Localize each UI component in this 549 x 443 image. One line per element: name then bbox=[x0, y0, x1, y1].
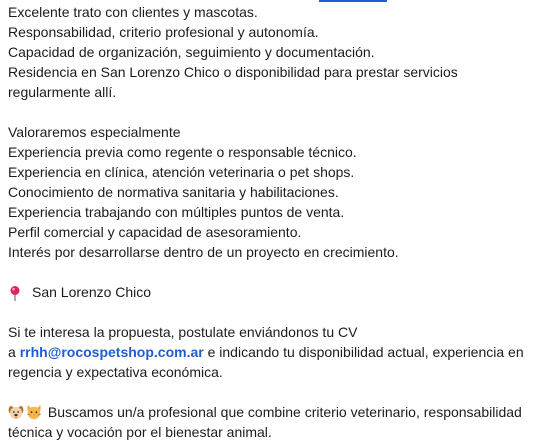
valued-item: Interés por desarrollarse dentro de un proyecto en crecimiento. bbox=[8, 244, 399, 260]
apply-suffix: e indicando tu disponibilidad actual, experiencia en regencia y expectativa económica. bbox=[8, 344, 524, 380]
apply-prefix: a bbox=[8, 344, 20, 360]
spacer bbox=[8, 382, 544, 402]
valued-item: Experiencia previa como regente o responsable técnico. bbox=[8, 144, 357, 160]
closing-text: Buscamos un/a profesional que combine criterio veterinario, responsabilidad técnica y vocación por el bienestar animal. bbox=[8, 404, 522, 440]
valued-item: Perfil comercial y capacidad de asesoramiento. bbox=[8, 224, 302, 240]
location-text: San Lorenzo Chico bbox=[32, 284, 152, 300]
valued-item: Experiencia en clínica, atención veterinaria o pet shops. bbox=[8, 164, 355, 180]
spacer bbox=[8, 262, 544, 282]
email-link[interactable]: rrhh@rocospetshop.com.ar bbox=[19, 344, 204, 360]
requirement-item: Excelente trato con clientes y mascotas. bbox=[8, 4, 258, 20]
requirement-item: Responsabilidad, criterio profesional y autonomía. bbox=[8, 24, 319, 40]
valued-item: Experiencia trabajando con múltiples puntos de venta. bbox=[8, 204, 345, 220]
dog-face-icon bbox=[8, 404, 24, 420]
job-post-body bbox=[8, 2, 544, 442]
requirement-item: Capacidad de organización, seguimiento y documentación. bbox=[8, 44, 375, 60]
spacer bbox=[8, 302, 544, 322]
valued-heading: Valoraremos especialmente bbox=[8, 124, 181, 140]
valued-item: Conocimiento de normativa sanitaria y habilitaciones. bbox=[8, 184, 339, 200]
round-pushpin-icon bbox=[8, 282, 24, 301]
closing-paragraph bbox=[8, 402, 544, 442]
requirement-item: Residencia en San Lorenzo Chico o disponibilidad para prestar servicios regularmente allí. bbox=[8, 64, 458, 100]
cat-face-icon bbox=[26, 404, 42, 420]
apply-details bbox=[8, 342, 544, 382]
location-line bbox=[8, 282, 544, 302]
spacer bbox=[8, 102, 544, 122]
apply-intro: Si te interesa la propuesta, postulate enviándonos tu CV bbox=[8, 324, 358, 340]
